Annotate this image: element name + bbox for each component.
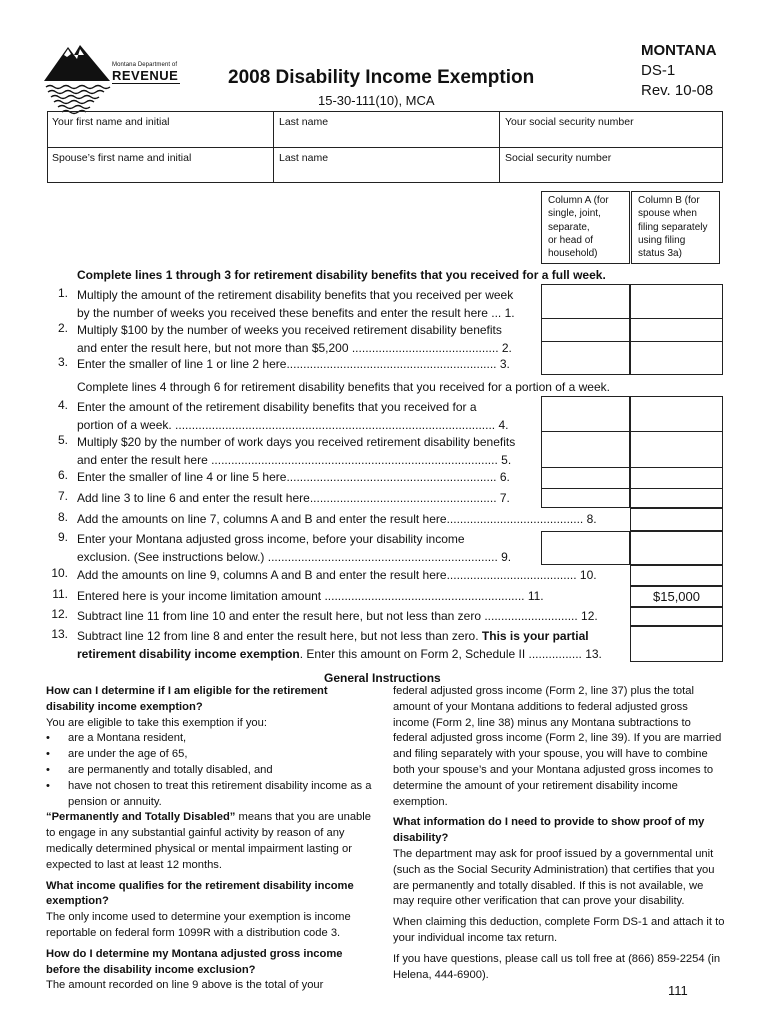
question-qualifying-income: What income qualifies for the retirement disability income exemption?: [46, 879, 354, 908]
answer-adjusted-gross-income-cont: federal adjusted gross income (Form 2, line 37) plus the total amount of your Montana additions to federal adjusted gross income (Form 2, line 38) minus any Montana subtractions to federal adjusted gross income (Form 2, line 39). If you are married and filing separately with your spouse, you will have to combine both your spouse’s and your Montana adjusted gross incomes to determine the amount of your retirement disability income exemption.: [393, 685, 722, 808]
line-8-number: 8.: [57, 510, 68, 524]
bullet-item: • are under the age of 65,: [46, 748, 188, 761]
line-5-number: 5.: [57, 433, 68, 447]
bullet-item: • are permanently and totally disabled, and: [46, 763, 273, 776]
line-2-number: 2.: [57, 321, 68, 335]
ssn-field[interactable]: Your social security number: [505, 116, 634, 128]
line-1-text: Multiply the amount of the retirement disability benefits that you received per week by the number of weeks you received these benefits and enter the result here ... 1.: [77, 288, 515, 320]
eligibility-intro: You are eligible to take this exemption if you:: [46, 716, 267, 729]
column-a-lines-1-3[interactable]: [541, 284, 630, 375]
line-3-text: Enter the smaller of line 1 or line 2 here............................................................... 3.: [77, 357, 510, 371]
line-9-column-a-entry[interactable]: [541, 531, 630, 565]
instructions-left-column: [46, 684, 374, 994]
bullet-item: • are a Montana resident,: [46, 732, 187, 745]
state-label: MONTANA: [641, 42, 717, 59]
ptd-definition: “Permanently and Totally Disabled” means that you are unable to engage in any substantial gainful activity by reason of any medically determined physical or mental impairment lasting or expected to last at least 12 months.: [46, 811, 371, 871]
last-name-field[interactable]: Last name: [279, 116, 329, 128]
spouse-first-name-field[interactable]: Spouse’s first name and initial: [52, 152, 192, 164]
line-13-entry[interactable]: [630, 626, 723, 662]
question-eligibility: How can I determine if I am eligible for the retirement disability income exemption?: [46, 685, 328, 713]
agency-name: REVENUE: [112, 68, 179, 83]
line-4-text: Enter the amount of the retirement disability benefits that you received for a portion of a week. ................................................................................................ 4.: [77, 400, 509, 432]
line-13-text: Subtract line 12 from line 8 and enter the result here, but not less than zero. This is your partial retirement disability income exemption. Enter this amount on Form 2, Schedule II ................ 13.: [77, 629, 602, 661]
line-12-number: 12.: [51, 607, 68, 621]
line-3-number: 3.: [57, 355, 68, 369]
column-b-lines-1-3[interactable]: [630, 284, 723, 375]
question-adjusted-gross-income: How do I determine my Montana adjusted gross income before the disability income exclusion?: [46, 947, 343, 976]
answer-qualifying-income: The only income used to determine your exemption is income reportable on federal form 1099R with a distribution code 3.: [46, 911, 351, 939]
line-2-text: Multiply $100 by the number of weeks you received retirement disability benefits and enter the result here, but not more than $5,200 ............................................ 2.: [77, 323, 512, 355]
line-9-number: 9.: [57, 530, 68, 544]
line-5-text: Multiply $20 by the number of work days you received retirement disability benefits and enter the result here ...................................................................................... 5.: [77, 435, 516, 467]
agency-underline: [112, 83, 180, 84]
column-b-lines-4-7[interactable]: [630, 396, 723, 508]
line-10-entry[interactable]: [630, 565, 723, 586]
form-title: 2008 Disability Income Exemption: [228, 67, 535, 88]
spouse-last-name-field[interactable]: Last name: [279, 152, 329, 164]
line-9-column-b-entry[interactable]: [630, 531, 723, 565]
line-13-number: 13.: [51, 627, 68, 641]
question-proof-of-disability: What information do I need to provide to show proof of my disability?: [393, 816, 705, 845]
column-a-header: Column A (for single, joint, separate, or head of household): [541, 191, 630, 264]
line-11-text: Entered here is your income limitation amount ............................................................ 11.: [77, 589, 544, 603]
line-12-entry[interactable]: [630, 607, 723, 626]
line-7-text: Add line 3 to line 6 and enter the result here........................................................ 7.: [77, 491, 510, 505]
column-a-lines-4-7[interactable]: [541, 396, 630, 508]
instructions-right-column: [393, 684, 726, 983]
line-11-income-limit: $15,000: [630, 586, 723, 607]
identification-box: [47, 111, 723, 183]
mountain-logo-icon: [44, 43, 112, 115]
line-6-number: 6.: [57, 468, 68, 482]
answer-adjusted-gross-income-start: The amount recorded on line 9 above is the total of your: [46, 979, 324, 992]
line-8-text: Add the amounts on line 7, columns A and B and enter the result here......................................... 8.: [77, 512, 597, 526]
answer-proof-of-disability: The department may ask for proof issued by a governmental unit (such as the Social Security Administration) that certifies that you are permanently and totally disabled. If this is not available, we may require other verification that can prove your disability.: [393, 847, 715, 908]
page-number: 111: [668, 983, 688, 998]
first-name-field[interactable]: Your first name and initial: [52, 116, 170, 128]
line-6-text: Enter the smaller of line 4 or line 5 here............................................................... 6.: [77, 470, 510, 484]
contact-info: If you have questions, please call us toll free at (866) 859-2254 (in Helena, 444-6900).: [393, 952, 721, 981]
general-instructions-title: General Instructions: [324, 671, 441, 685]
spouse-ssn-field[interactable]: Social security number: [505, 152, 612, 164]
line-1-number: 1.: [57, 286, 68, 300]
line-12-text: Subtract line 11 from line 10 and enter the result here, but not less than zero ............................ 12.: [77, 609, 598, 623]
line-9-text: Enter your Montana adjusted gross income, before your disability income exclusion. (See instructions below.) ..................................................................... 9.: [77, 532, 512, 564]
line-10-text: Add the amounts on line 9, columns A and B and enter the result here....................................... 10.: [77, 568, 597, 582]
line-11-number: 11.: [52, 587, 68, 601]
line-8-entry[interactable]: [630, 508, 723, 531]
full-week-instruction: Complete lines 1 through 3 for retirement disability benefits that you received for a full week.: [77, 268, 606, 282]
attach-instructions: When claiming this deduction, complete Form DS-1 and attach it to your individual income tax return.: [393, 916, 725, 944]
partial-week-instruction: Complete lines 4 through 6 for retirement disability benefits that you received for a portion of a week.: [77, 380, 610, 394]
line-10-number: 10.: [51, 566, 68, 580]
agency-small-label: Montana Department of: [112, 62, 178, 68]
line-4-number: 4.: [57, 398, 68, 412]
revision-label: Rev. 10-08: [641, 82, 714, 99]
form-number: DS-1: [641, 62, 676, 79]
column-b-header: Column B (for spouse when filing separately using filing status 3a): [631, 191, 720, 264]
form-statute: 15-30-111(10), MCA: [318, 93, 435, 108]
bullet-item: • have not chosen to treat this retirement disability income as a pension or annuity.: [46, 779, 372, 808]
line-7-number: 7.: [57, 489, 68, 503]
